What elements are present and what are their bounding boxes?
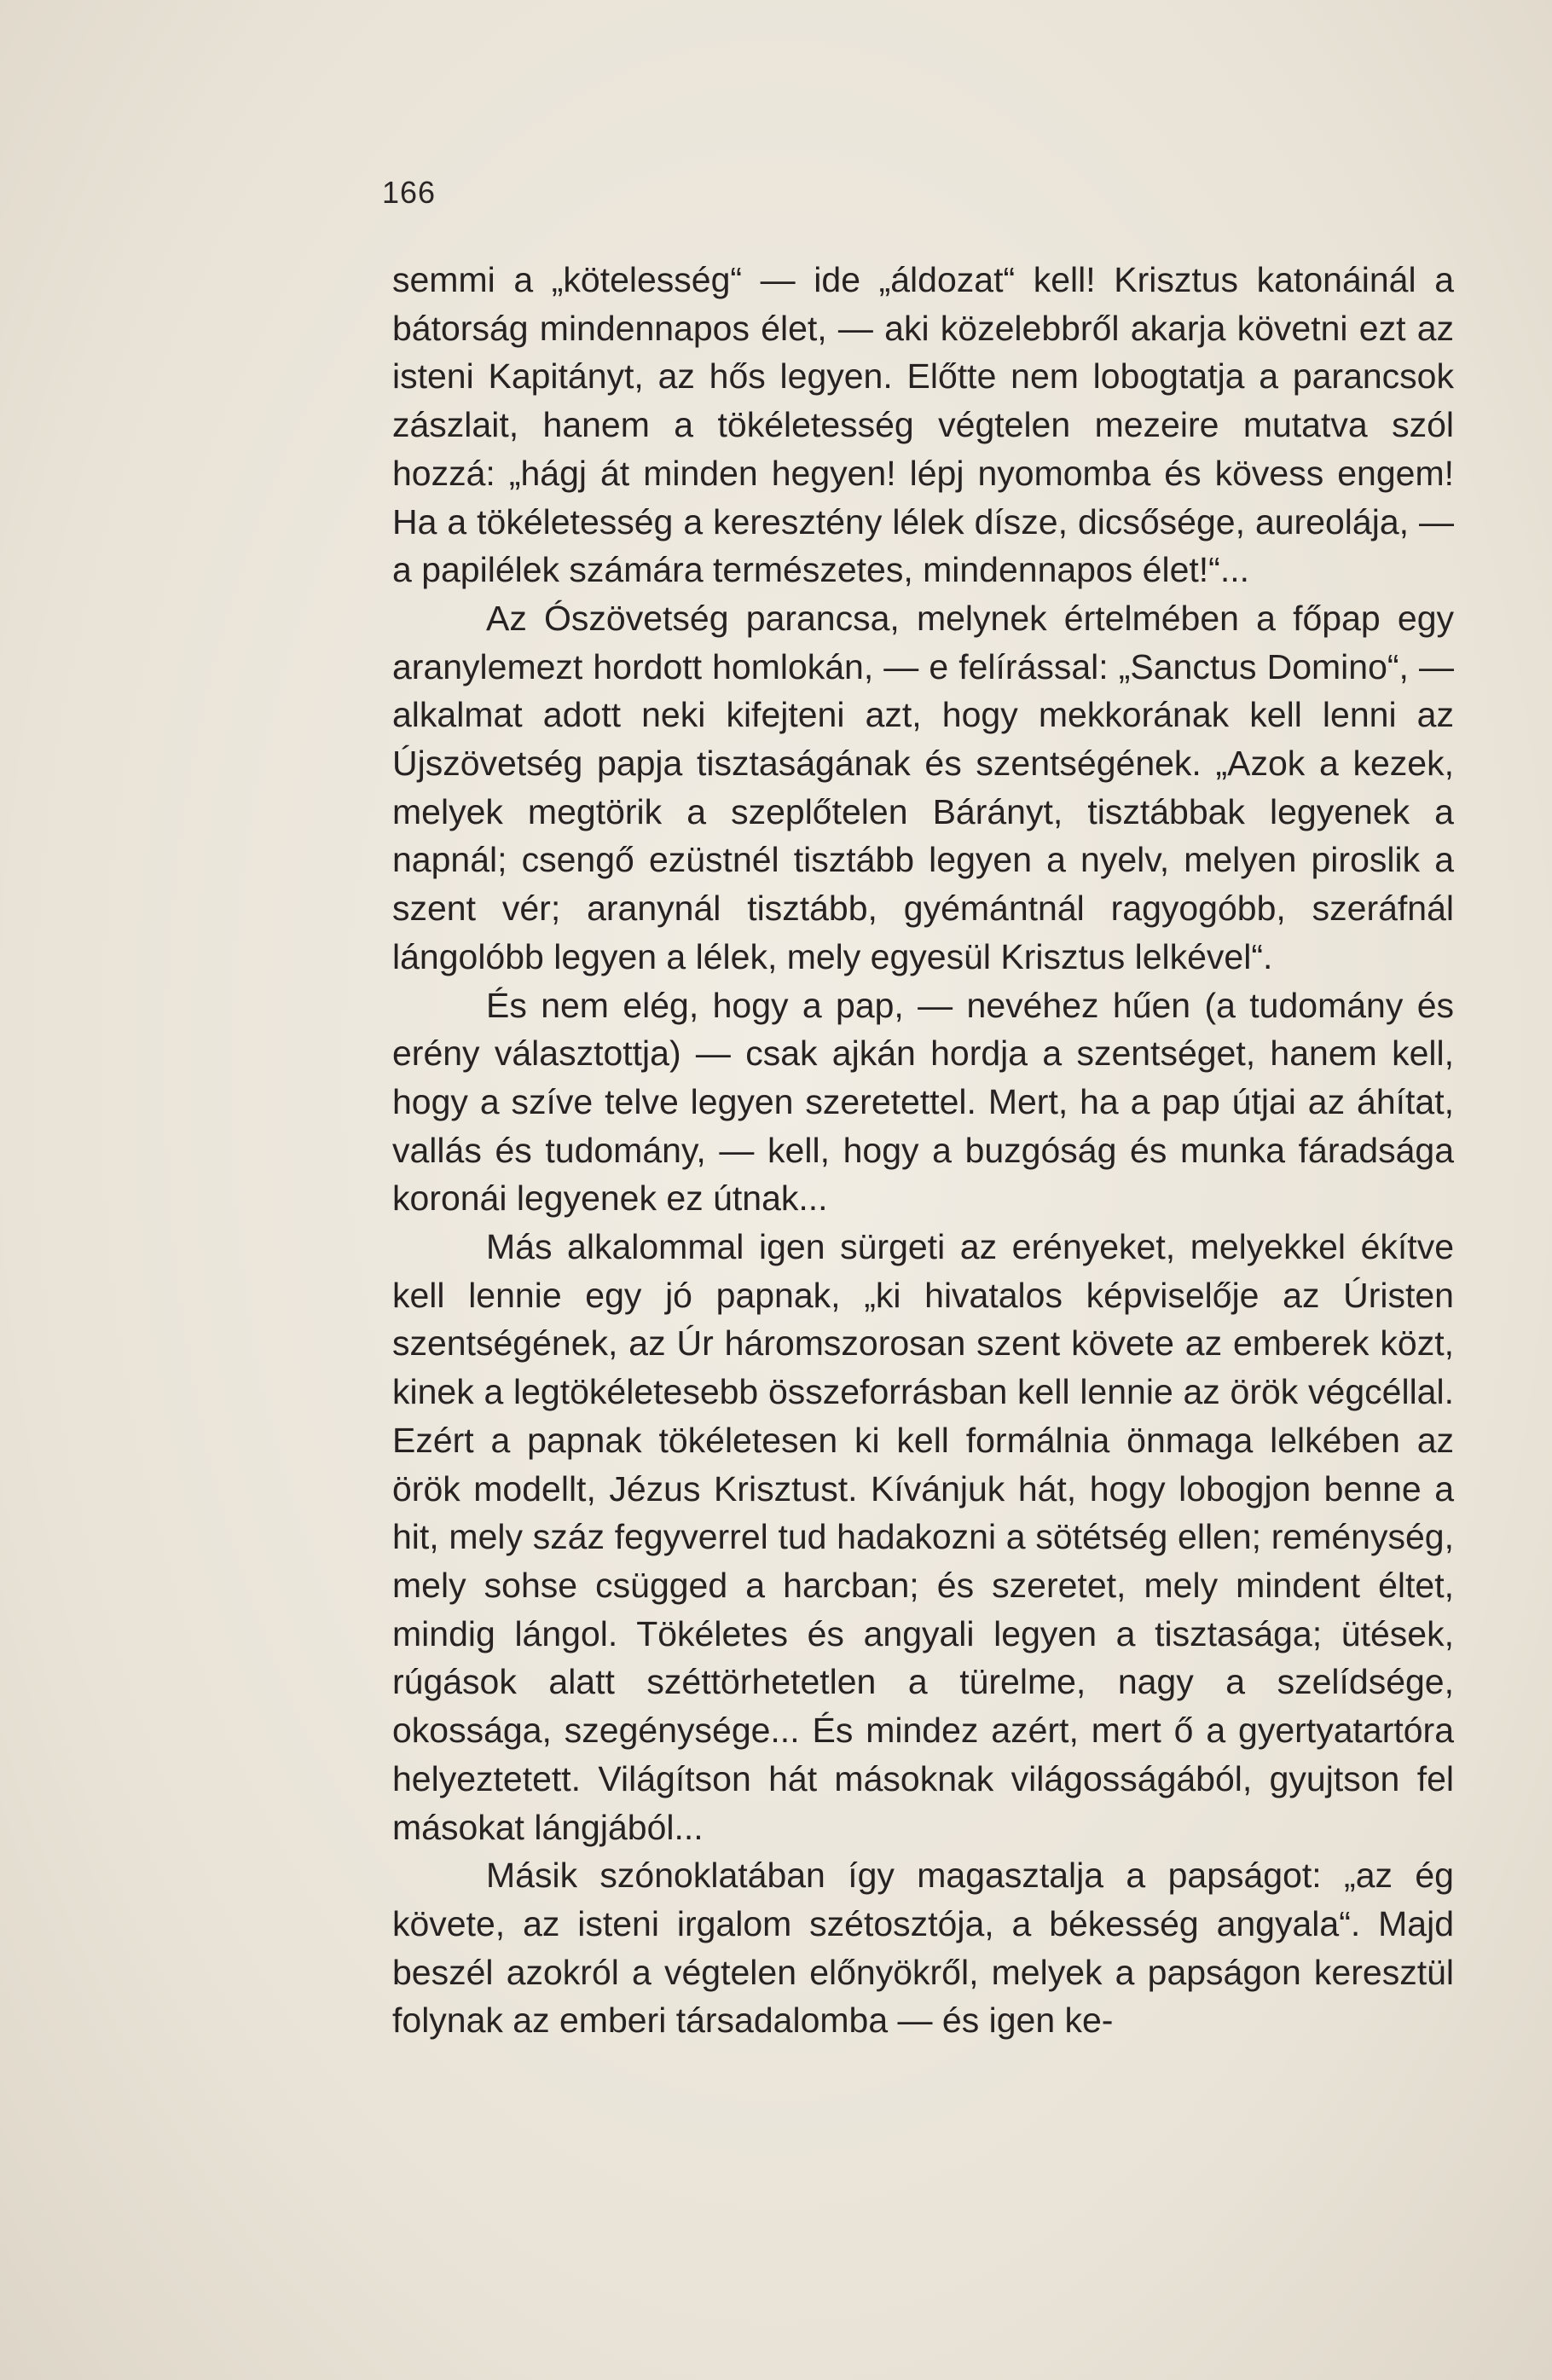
body-text [392,256,1454,2045]
paragraph-5: Másik szónoklatában így magasztalja a papságot: „az ég követe, az isteni irgalom szétosztója, a békesség angyala“. Majd beszél azokról a végtelen előnyökről, melyek a papságon keresztül folynak az emberi társadalomba — és igen ke- [392,1856,1454,2041]
paragraph-2: Az Ószövetség parancsa, melynek értelmében a főpap egy aranylemezt hordott homlokán, — e felírással: „Sanctus Domino“, — alkalmat adott neki kifejteni azt, hogy mekkorának kell lenni az Újszövetség papja tisztaságának és szentségének. „Azok a kezek, melyek megtörik a szeplőtelen Bárányt, tisztábbak legyenek a napnál; csengő ezüstnél tisztább legyen a nyelv, melyen piroslik a szent vér; aranynál tisztább, gyémántnál ragyogóbb, szeráfnál lángolóbb legyen a lélek, mely egyesül Krisztus lelkével“. [392,598,1454,976]
paragraph-3: És nem elég, hogy a pap, — nevéhez hűen (a tudomány és erény választottja) — csak ajkán hordja a szentséget, hanem kell, hogy a szíve telve legyen szeretettel. Mert, ha a pap útjai az áhítat, vallás és tudomány, — kell, hogy a buzgóság és munka fáradsága koronái legyenek ez útnak... [392,985,1454,1219]
page-number: 166 [382,175,437,210]
paragraph-4: Más alkalommal igen sürgeti az erényeket, melyekkel ékítve kell lennie egy jó papnak, „ki hivatalos képviselője az Úristen szentségének, az Úr háromszorosan szent követe az emberek közt, kinek a legtökéletesebb összeforrásban kell lennie az örök végcéllal. Ezért a papnak tökéletesen ki kell formálnia önmaga lelkében az örök modellt, Jézus Krisztust. Kívánjuk hát, hogy lobogjon benne a hit, mely száz fegyverrel tud hadakozni a sötétség ellen; reménység, mely sohse csügged a harcban; és szeretet, mely mindent éltet, mindig lángol. Tökéletes és angyali legyen a tisztasága; ütések, rúgások alatt széttörhetetlen a türelme, nagy a szelídsége, okossága, szegénysége... És mindez azért, mert ő a gyertyatartóra helyeztetett. Világítson hát másoknak világosságából, gyujtson fel másokat lángjából... [392,1227,1454,1847]
paragraph-1: semmi a „kötelesség“ — ide „áldozat“ kell! Krisztus katonáinál a bátorság mindennapos élet, — aki közelebbről akarja követni ezt az isteni Kapitányt, az hős legyen. Előtte nem lobogtatja a parancsok zászlait, hanem a tökéletesség végtelen mezeire mutatva szól hozzá: „hágj át minden hegyen! lépj nyomomba és kövess engem! Ha a tökéletesség a keresztény lélek dísze, dicsősége, aureolája, — a papilélek számára természetes, mindennapos élet!“... [392,260,1454,590]
